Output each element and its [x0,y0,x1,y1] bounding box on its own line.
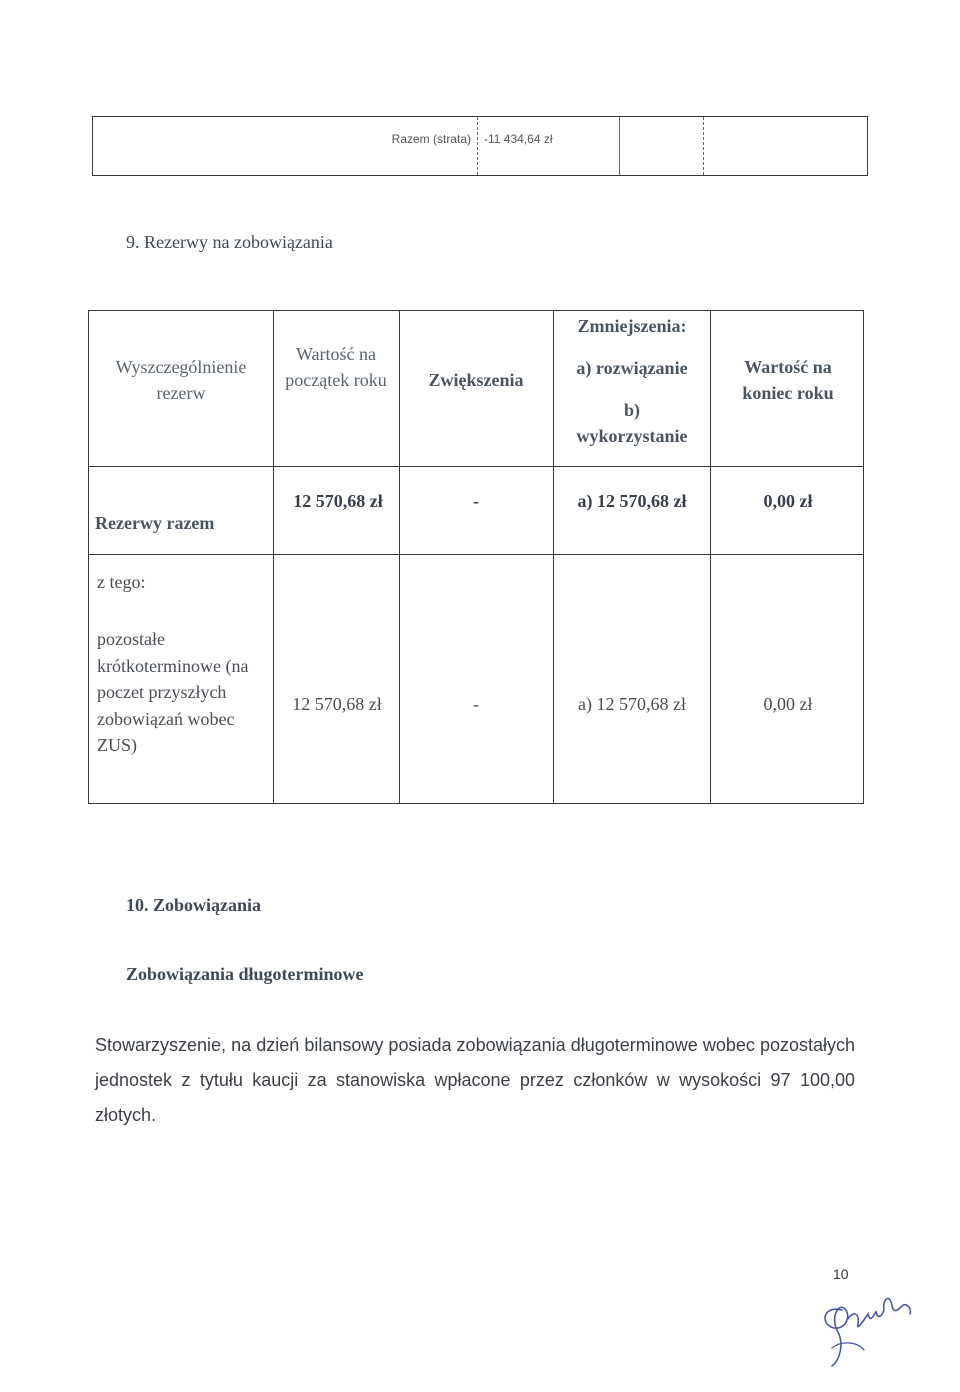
row-rezerwy-razem-decrease: a) 12 570,68 zł [577,491,687,511]
row-z-tego-prefix: z tego: [97,572,146,592]
header-wartosc-poczatek: Wartość na początek roku [285,344,387,390]
header-zwiekszenia: Zwiększenia [428,370,524,390]
header-wykorzystanie: b) wykorzystanie [576,400,688,446]
row-pozostale-label: pozostałe krótkoterminowe (na poczet przyszłych zobowiązań wobec ZUS) [97,629,249,755]
row-pozostale-start: 12 570,68 zł [292,694,382,714]
summary-label: Razem (strata) [391,132,471,146]
header-wyszczegolnienie: Wyszczególnienie rezerw [115,357,247,403]
section-10-heading: 10. Zobowiązania [126,895,262,915]
summary-empty-cell [619,117,704,175]
handwritten-signature-icon [812,1270,922,1380]
header-rozwiazanie: a) rozwiązanie [576,358,688,378]
section-9-heading: 9. Rezerwy na zobowiązania [126,232,333,252]
row-pozostale-decrease: a) 12 570,68 zł [578,694,686,714]
header-zmniejszenia: Zmniejszenia: [577,316,687,336]
row-rezerwy-razem-start: 12 570,68 zł [293,491,383,511]
page-number: 10 [833,1266,849,1282]
summary-table [92,116,868,176]
header-wartosc-koniec: Wartość na koniec roku [742,357,834,403]
row-pozostale-end: 0,00 zł [763,694,813,714]
liabilities-paragraph: Stowarzyszenie, na dzień bilansowy posiada zobowiązania długoterminowe wobec pozostałych jednostek z tytułu kaucji za stanowiska wpłacone przez członków w wysokości 97 100,00 złotych. [95,1035,855,1125]
row-rezerwy-razem-end: 0,00 zł [763,491,813,511]
section-10-subheading: Zobowiązania długoterminowe [126,964,364,984]
reserves-table [88,310,864,804]
summary-empty-cell [703,117,868,175]
row-pozostale-increase: - [473,694,479,714]
summary-value: -11 434,64 zł [477,117,619,175]
row-rezerwy-razem-label: Rezerwy razem [95,513,215,533]
row-rezerwy-razem-increase: - [473,491,479,511]
